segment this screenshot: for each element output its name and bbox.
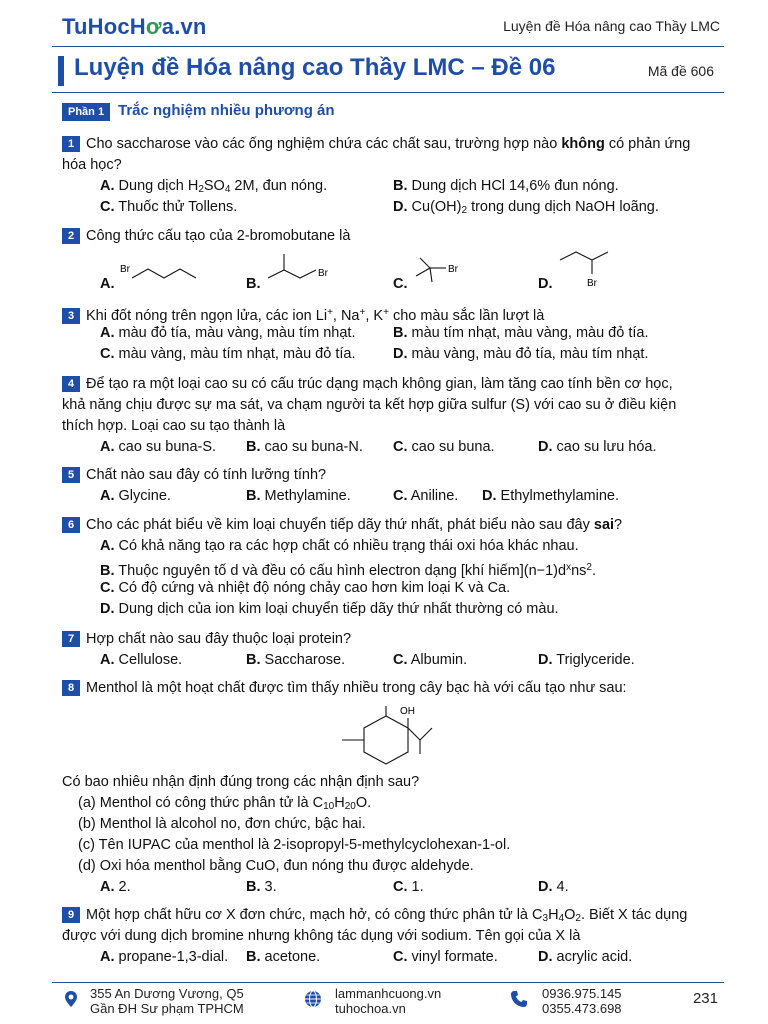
bromine-label: Br [318,268,328,279]
question-4-line3: thích hợp. Loại cao su tạo thành là [62,418,286,434]
phone-number-1: 0936.975.145 [542,986,622,1001]
question-number: 3 [62,308,80,324]
option-a[interactable]: A. Dung dịch $H_2SO_4$ 2M, đun nóng. [100,178,328,195]
header-divider [52,46,724,47]
phone-number-2: 0355.473.698 [542,1001,622,1016]
statement-d: (d) Oxi hóa menthol bằng CuO, đun nóng thu được aldehyde. [78,858,474,874]
title-accent-bar [58,56,64,86]
option-d[interactable]: D. Ethylmethylamine. [482,488,619,504]
website-link-2[interactable]: tuhochoa.vn [335,1001,406,1016]
question-2 [62,226,732,247]
structure-b [262,250,342,286]
footer-phones [542,986,622,1016]
statement-c: (c) Tên IUPAC của menthol là 2-isopropyl-5-methylcyclohexan-1-ol. [78,837,511,853]
question-9: 9 Một hợp chất hữu cơ X đơn chức, mạch hở, có công thức phân tử là $C_3H_4O_2$. Biết X tác dụng [62,905,732,929]
hydroxyl-label: OH [400,706,415,717]
question-number: 6 [62,517,80,533]
question-1 [62,134,732,155]
option-c[interactable]: C. Thuốc thử Tollens. [100,199,238,215]
option-d[interactable]: D. 4. [538,879,569,895]
question-4-line2: khả năng chịu được sự ma sát, va chạm người ta kết hợp giữa sulfur (S) với cao su ở điều kiện [62,397,677,413]
question-4: 4 Để tạo ra một loại cao su có cấu trúc dạng mạch không gian, làm tăng cao tính bền cơ học, [62,374,732,395]
question-number: 7 [62,631,80,647]
option-a[interactable]: A. màu đỏ tía, màu vàng, màu tím nhạt. [100,325,356,341]
bromine-label: Br [448,264,458,275]
location-pin-icon [62,990,80,1008]
question-emphasis: không [561,136,605,152]
option-a[interactable]: A. Glycine. [100,488,171,504]
option-a[interactable]: A. cao su buna-S. [100,439,217,455]
question-text: có phản ứng [604,136,691,152]
question-3: 3 Khi đốt nóng trên ngọn lửa, các ion Li+, Na+, K+ cho màu sắc lần lượt là [62,302,732,327]
globe-icon [304,990,322,1008]
question-6: 6 Cho các phát biểu về kim loại chuyển tiếp dãy thứ nhất, phát biểu nào sau đây sai? [62,515,732,536]
option-d[interactable]: D. $Cu(OH)_2$ trong dung dịch NaOH loãng. [393,199,659,216]
option-b[interactable]: B. Dung dịch HCl 14,6% đun nóng. [393,178,619,194]
option-c[interactable]: C. Aniline. [393,488,459,504]
option-d[interactable]: D. Dung dịch của ion kim loại chuyển tiếp dãy thứ nhất thường có màu. [100,601,559,617]
structure-c [410,254,470,286]
option-c[interactable]: C. 1. [393,879,424,895]
logo-text-part2: a [161,14,175,39]
option-a[interactable]: A. Cellulose. [100,652,183,668]
footer-websites [335,986,441,1016]
option-b[interactable]: B. cao su buna-N. [246,439,363,455]
question-number: 5 [62,467,80,483]
statement-b: (b) Menthol là alcohol no, đơn chức, bậc hai. [78,816,366,832]
question-number: 8 [62,680,80,696]
logo-text-part1: TuHocH [62,14,146,39]
address-line-1: 355 An Dương Vương, Q5 [90,986,244,1001]
structure-a [118,262,198,286]
bromine-label: Br [120,264,130,275]
question-1-line2: hóa học? [62,157,122,173]
structure-d [556,246,626,288]
menthol-structure [336,700,456,776]
option-d[interactable]: D. màu vàng, màu đỏ tía, màu tím nhạt. [393,346,649,362]
option-b[interactable]: B. acetone. [246,949,321,965]
site-logo [62,14,207,40]
option-c[interactable]: C. màu vàng, màu tím nhạt, màu đỏ tía. [100,346,356,362]
option-c[interactable]: C. Có độ cứng và nhiệt độ nóng chảy cao hơn kim loại K và Ca. [100,580,511,596]
website-link-1[interactable]: lammanhcuong.vn [335,986,442,1001]
question-9-line2: được với dung dịch bromine nhưng không tác dụng với sodium. Tên gọi của X là [62,928,581,944]
footer-address [90,986,244,1016]
address-line-2: Gần ĐH Sư phạm TPHCM [90,1001,244,1016]
question-text: Cho saccharose vào các ống nghiệm chứa các chất sau, trường hợp nào [86,136,562,152]
option-b[interactable]: B. Saccharose. [246,652,346,668]
option-c[interactable]: C. Albumin. [393,652,468,668]
header-series-title: Luyện đề Hóa nâng cao Thầy LMC [503,18,720,34]
footer-divider [52,982,724,983]
option-b[interactable]: B. Methylamine. [246,488,351,504]
option-b[interactable]: B. 3. [246,879,277,895]
question-8-prompt: Có bao nhiêu nhận định đúng trong các nhận định sau? [62,774,420,790]
question-number: 2 [62,228,80,244]
option-d[interactable]: D. [538,276,553,292]
option-b[interactable]: B. màu tím nhạt, màu vàng, màu đỏ tía. [393,325,649,341]
question-8: 8 Menthol là một hoạt chất được tìm thấy nhiều trong cây bạc hà với cấu tạo như sau: [62,678,732,699]
question-5: 5 Chất nào sau đây có tính lưỡng tính? [62,465,732,486]
question-7: 7 Hợp chất nào sau đây thuộc loại protein? [62,629,732,650]
option-a[interactable]: A. 2. [100,879,131,895]
option-a[interactable]: A. Có khả năng tạo ra các hợp chất có nhiều trạng thái oxi hóa khác nhau. [100,538,579,554]
page-number: 231 [692,990,718,1007]
option-c[interactable]: C. cao su buna. [393,439,495,455]
option-d[interactable]: D. acrylic acid. [538,949,633,965]
option-b[interactable]: B. [246,276,261,292]
option-c[interactable]: C. vinyl formate. [393,949,498,965]
bromine-label: Br [587,278,597,288]
part-badge: Phần 1 [62,103,110,121]
question-number: 1 [62,136,80,152]
logo-o-icon: ơ [145,14,162,39]
part-title: Trắc nghiệm nhiều phương án [118,102,335,119]
option-a[interactable]: A. [100,276,115,292]
phone-icon [510,990,528,1008]
option-c[interactable]: C. [393,276,408,292]
question-text: Công thức cấu tạo của 2-bromobutane là [86,228,351,244]
question-number: 4 [62,376,80,392]
exam-code: Mã đề 606 [647,63,714,79]
statement-a: (a) Menthol có công thức phân tử là $C_{10}H_{20}O$. [78,795,372,812]
question-number: 9 [62,907,80,923]
page-title: Luyện đề Hóa nâng cao Thầy LMC – Đề 06 [74,54,556,81]
logo-text-part3: .vn [174,14,207,39]
option-a[interactable]: A. propane-1,3-dial. [100,949,229,965]
title-divider [52,92,724,93]
option-d[interactable]: D. cao su lưu hóa. [538,439,657,455]
option-b[interactable]: B. Thuộc nguyên tố d và đều có cấu hình electron dạng [khí $hiếm](n-1)d^xns^2$. [100,562,596,579]
option-d[interactable]: D. Triglyceride. [538,652,635,668]
